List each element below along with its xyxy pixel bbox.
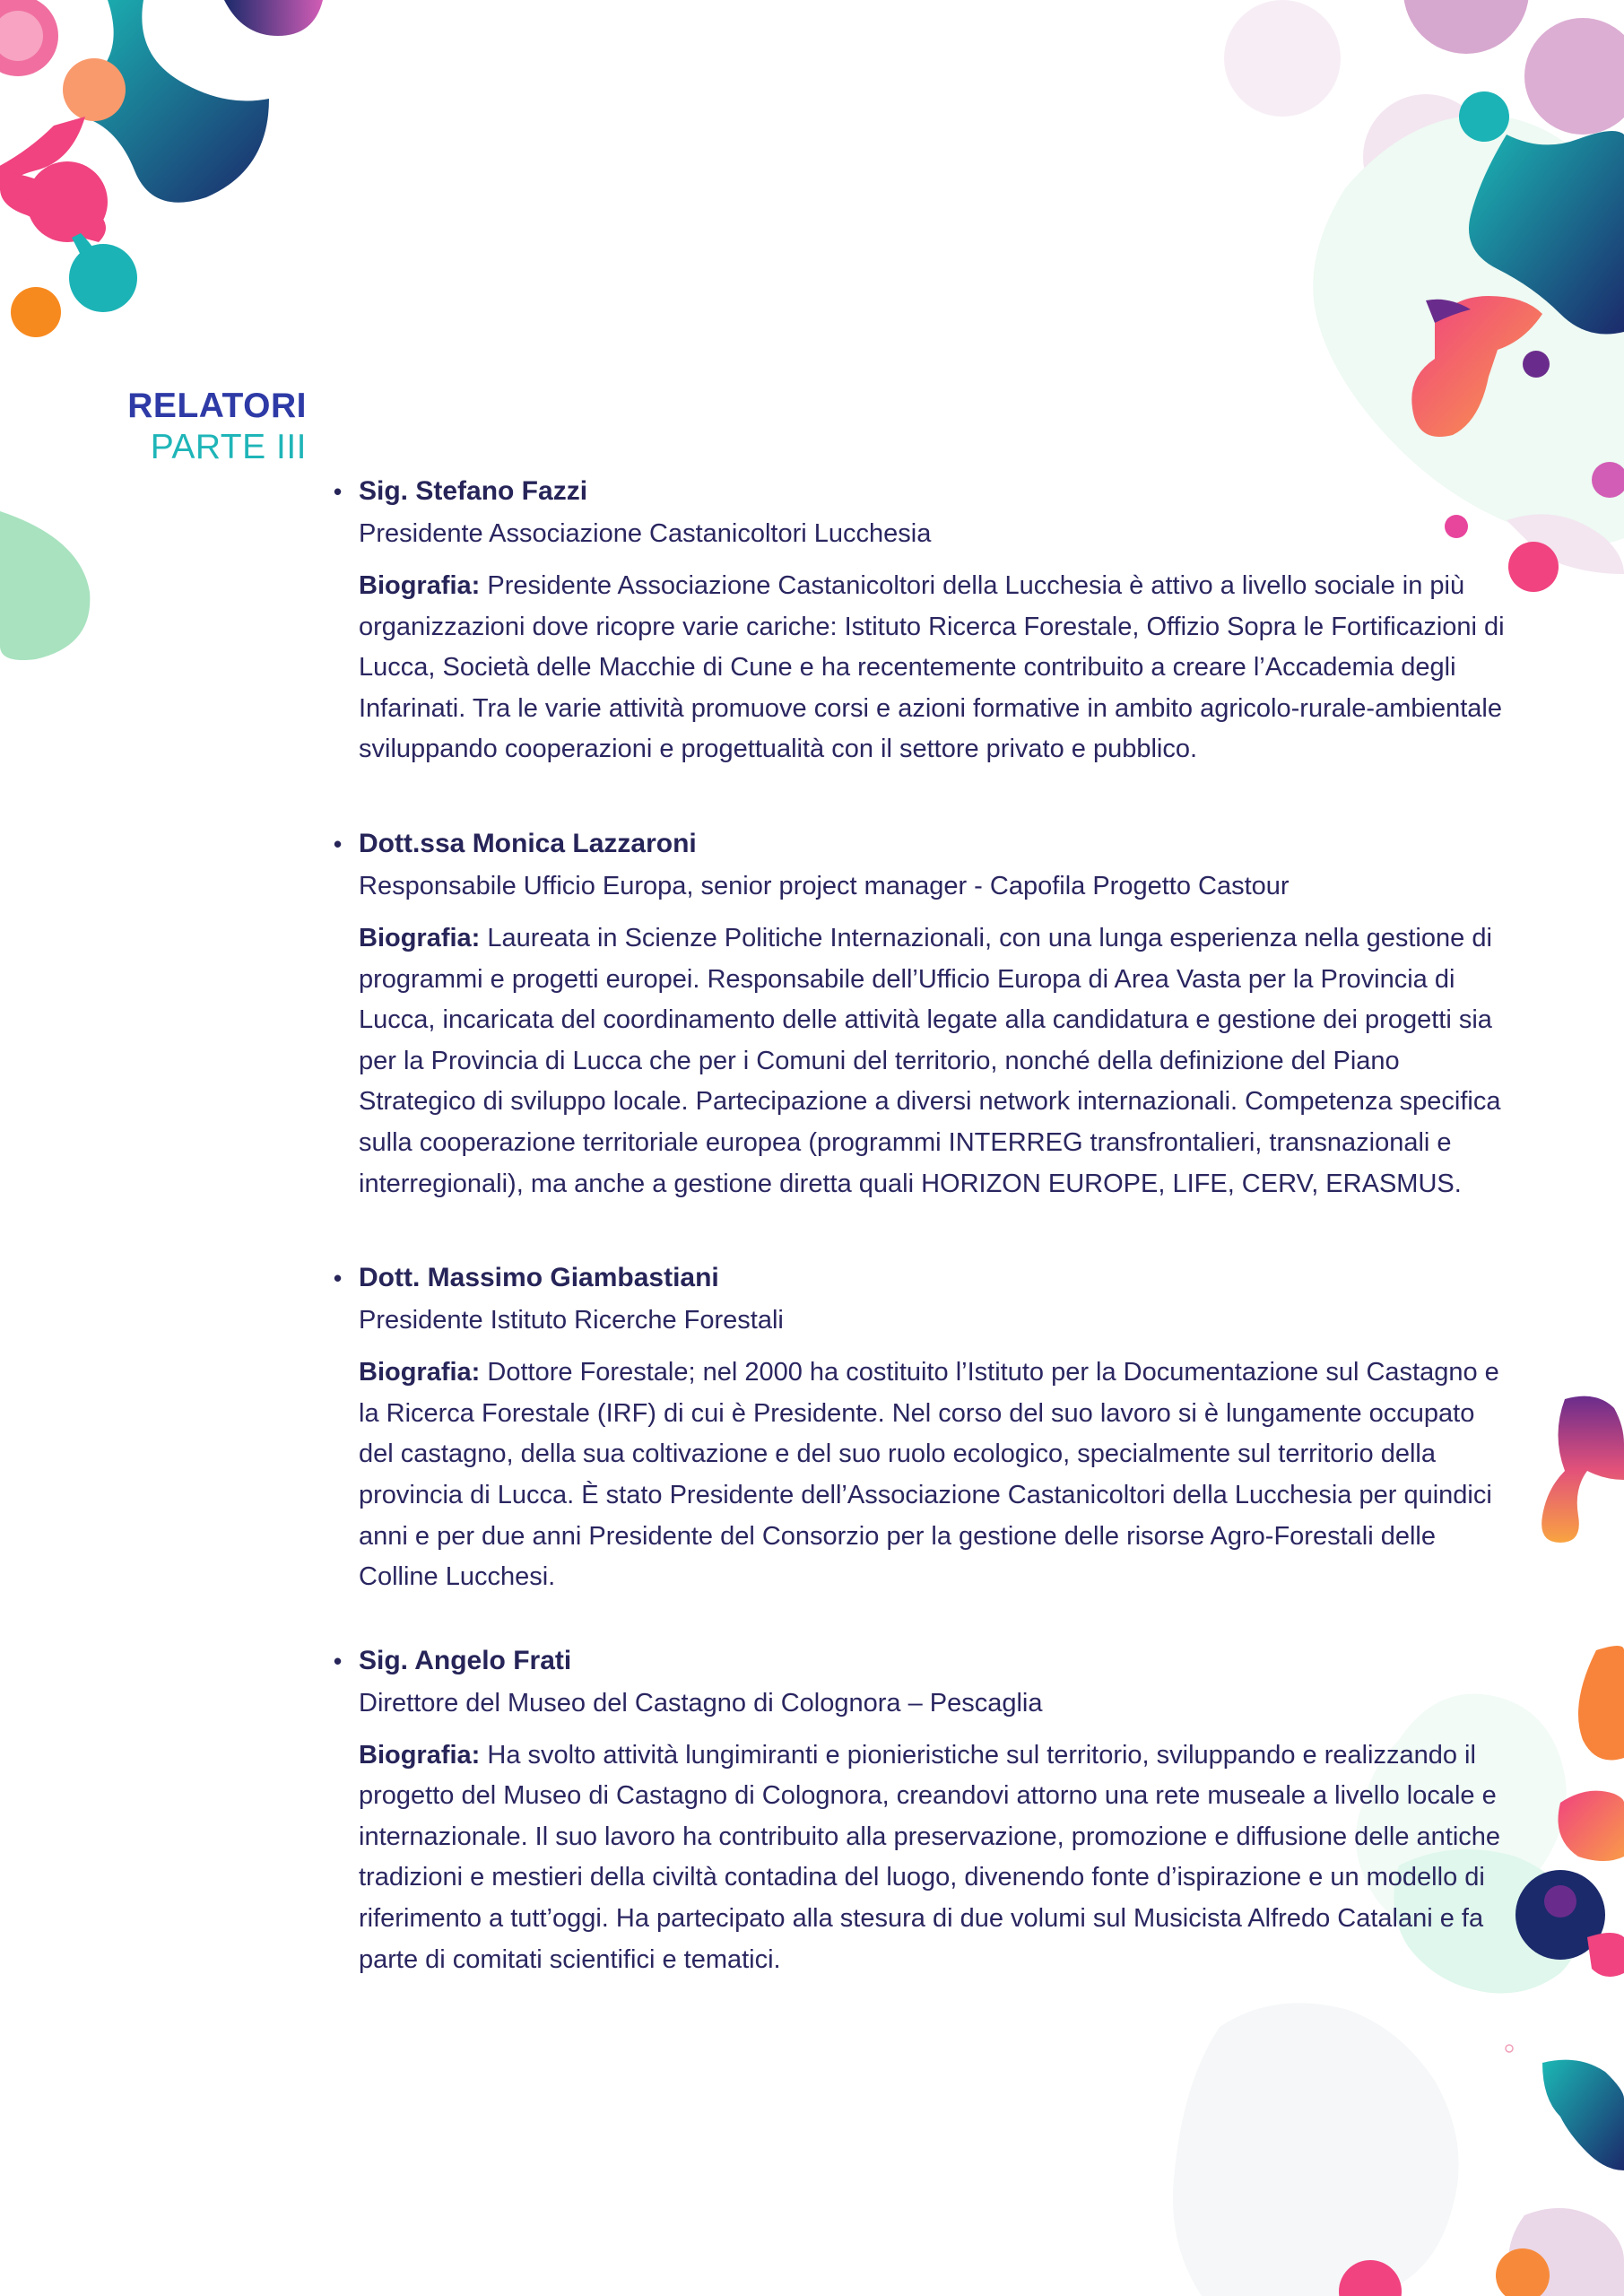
speaker-entry [334, 824, 1515, 1205]
speaker-name-row [334, 1641, 1515, 1681]
bullet-icon: • [334, 478, 343, 505]
left-green-blob [0, 511, 90, 660]
bio-label: Biografia: [359, 571, 481, 600]
speaker-name: Dott.ssa Monica Lazzaroni [359, 828, 697, 858]
speaker-role: Presidente Associazione Castanicoltori Lucchesia [359, 519, 932, 548]
bio-label: Biografia: [359, 1740, 481, 1770]
bullet-icon: • [334, 1265, 343, 1292]
speaker-entry [334, 472, 1515, 770]
speaker-name: Sig. Angelo Frati [359, 1645, 572, 1675]
speaker-name: Dott. Massimo Giambastiani [359, 1263, 719, 1293]
speaker-bio [359, 1735, 1515, 1981]
bio-text: Laureata in Scienze Politiche Internazionali, con una lunga esperienza nella gestione di programmi e progetti europei. Responsabile dell’Ufficio Europa di Area Vasta per la Provincia di Lucca, incaricata del coordinamento delle attività legate alla candidatura e gestione dei progetti sia per la Provincia di Lucca che per i Comuni del territorio, nonché della definizione del Piano Strategico di sviluppo locale. Partecipazione a diversi network internazionali. Competenza specifica sulla cooperazione territoriale europea (programmi INTERREG transfrontalieri, transnazionali e interregionali), ma anche a gestione diretta quali HORIZON EUROPE, LIFE, CERV, ERASMUS. [359, 923, 1501, 1198]
speaker-role: Presidente Istituto Ricerche Forestali [359, 1306, 784, 1335]
speaker-entry [334, 1258, 1515, 1598]
speaker-bio [359, 1352, 1515, 1598]
speaker-entry [334, 1641, 1515, 1981]
speaker-role: Responsabile Ufficio Europa, senior project manager - Capofila Progetto Castour [359, 871, 1290, 900]
top-left-molecule [0, 0, 323, 337]
speaker-bio [359, 566, 1515, 770]
speaker-name-row [334, 1258, 1515, 1298]
speaker-name-row [334, 824, 1515, 864]
speaker-name-row [334, 472, 1515, 511]
bullet-icon: • [334, 1647, 343, 1674]
bullet-icon: • [334, 830, 343, 857]
bio-text: Dottore Forestale; nel 2000 ha costituito l’Istituto per la Documentazione sul Castagno e la Ricerca Forestale (IRF) di cui è Presidente. Nel corso del suo lavoro si è lungamente occupato del castagno, della sua coltivazione e del suo ruolo ecologico, specialmente sul territorio della provincia di Lucca. È stato Presidente dell’Associazione Castanicoltori della Lucchesia per quindici anni e per due anni Presidente del Consorzio per la gestione delle risorse Agro-Forestali delle Colline Lucchesi. [359, 1358, 1499, 1592]
speaker-role: Direttore del Museo del Castagno di Colognora – Pescaglia [359, 1688, 1043, 1718]
speaker-bio [359, 918, 1515, 1205]
bio-label: Biografia: [359, 1358, 481, 1387]
heading-title: RELATORI [127, 387, 307, 425]
speakers-list [334, 472, 1515, 1980]
bio-text: Ha svolto attività lungimiranti e pionieristiche sul territorio, sviluppando e realizzando il progetto del Museo di Castagno di Colognora, creandovi attorno una rete museale a livello locale e internazionale. Il suo lavoro ha contribuito alla preservazione, promozione e diffusione delle antiche tradizioni e mestieri della civiltà contadina del luogo, divenendo fonte d’ispirazione e un modello di riferimento a tutt’oggi. Ha partecipato alla stesura di due volumi sul Musicista Alfredo Catalani e fa parte di comitati scientifici e tematici. [359, 1740, 1501, 1974]
bio-label: Biografia: [359, 923, 481, 952]
section-heading [127, 386, 307, 468]
heading-subtitle: PARTE III [150, 428, 307, 467]
bio-text: Presidente Associazione Castanicoltori della Lucchesia è attivo a livello sociale in più organizzazioni dove ricopre varie cariche: Istituto Ricerca Forestale, Offizio Sopra le Fortificazioni di Lucca, Società delle Macchie di Cune e ha recentemente contribuito a creare l’Accademia degli Infarinati. Tra le varie attività promuove corsi e azioni formative in ambito agricolo-rurale-ambientale sviluppando cooperazioni e progettualità con il settore privato e pubblico. [359, 571, 1505, 764]
speaker-name: Sig. Stefano Fazzi [359, 476, 588, 506]
right-mid-molecule [1541, 1396, 1624, 1543]
